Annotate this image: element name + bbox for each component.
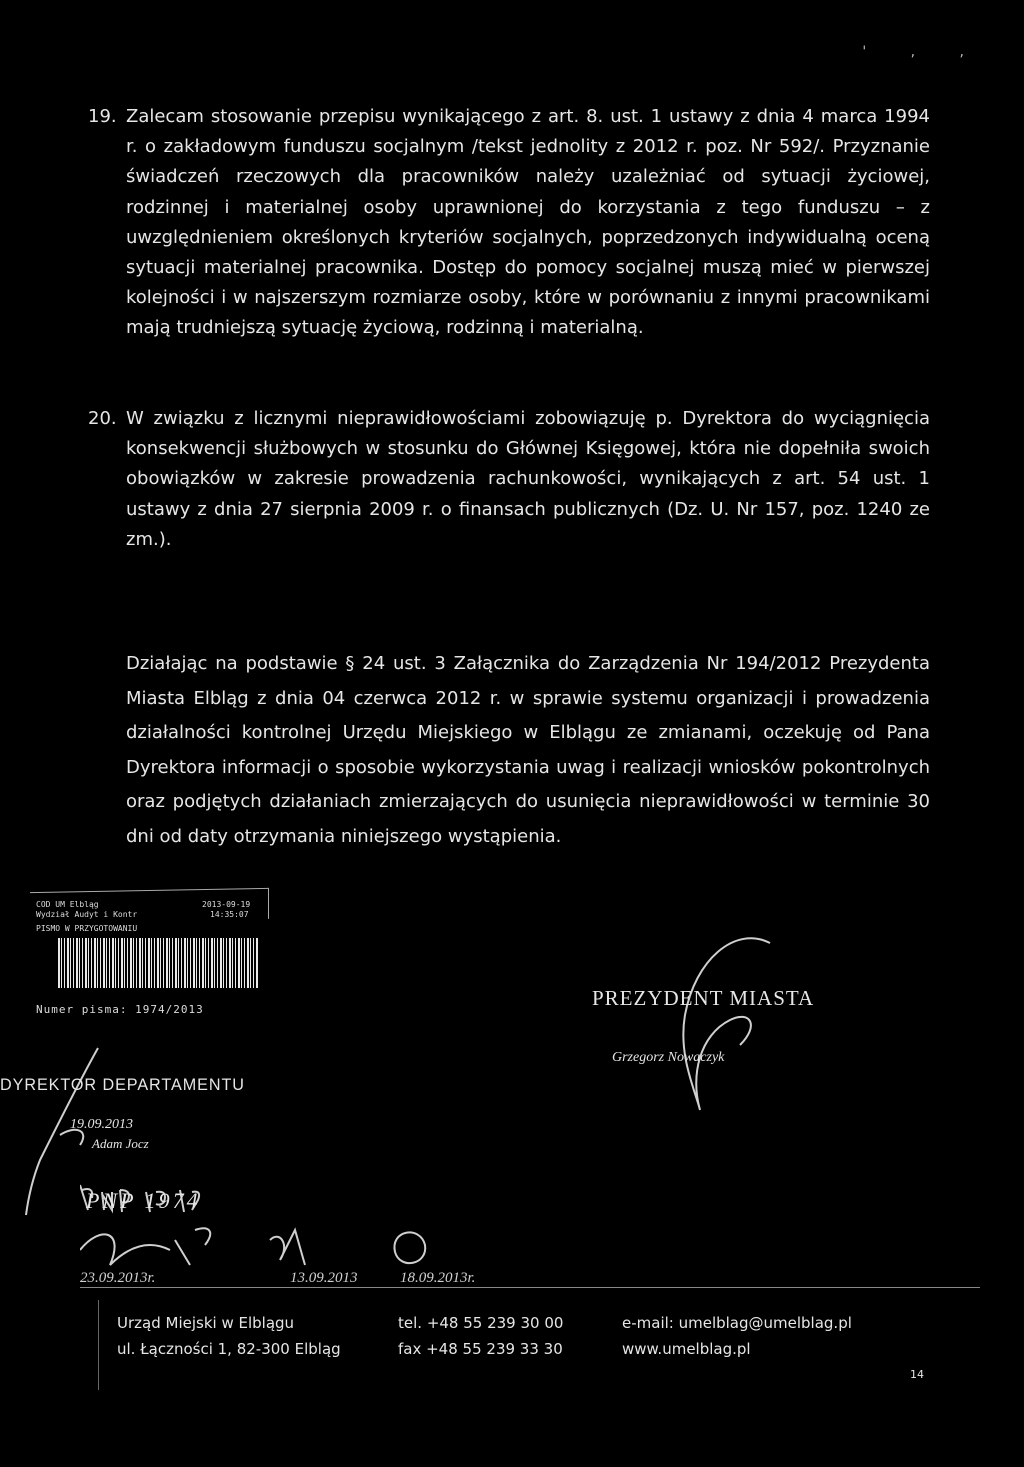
item-text: W związku z licznymi nieprawidłowościami zobowiązuję p. Dyrektora do wyciągnięcia konsekwencji służbowych w stosunku do Głównej Księgowej, która nie dopełniła swoich obowiązków w zakresie prowadzenia rachunkowości, wynikających z art. 54 ust. 1 ustawy z dnia 27 sierpnia 2009 r. o finansach publicznych (Dz. U. Nr 157, poz. 1240 ze zm.). <box>126 408 930 550</box>
email-link[interactable]: e-mail: umelblag@umelblag.pl <box>622 1314 852 1332</box>
footer-office <box>117 1310 341 1362</box>
president-signature <box>640 925 810 1125</box>
barcode-image <box>58 938 258 988</box>
office-address: ul. Łączności 1, 82-300 Elbląg <box>117 1340 341 1358</box>
page-number: 14 <box>910 1368 924 1381</box>
footer-phone <box>398 1310 563 1362</box>
website-link[interactable]: www.umelblag.pl <box>622 1340 751 1358</box>
handwritten-reference: PNP 1974 <box>86 1188 201 1213</box>
registration-stamp <box>30 890 270 1020</box>
phone-number: tel. +48 55 239 30 00 <box>398 1314 564 1332</box>
handwritten-date-c: 18.09.2013r. <box>400 1270 476 1286</box>
president-name: Grzegorz Nowaczyk <box>612 1050 725 1065</box>
recommendation-19 <box>88 102 930 344</box>
footer-divider <box>80 1287 980 1288</box>
corner-marks: ' , , <box>862 44 984 60</box>
stamp-status: PISMO W PRZYGOTOWANIU <box>36 924 138 933</box>
president-title: PREZYDENT MIASTA <box>592 986 815 1010</box>
letter-number: Numer pisma: 1974/2013 <box>36 1003 204 1016</box>
stamp-department: Wydział Audyt i Kontr <box>36 910 138 919</box>
handwritten-notes <box>80 1170 960 1290</box>
office-name: Urząd Miejski w Elblągu <box>117 1314 295 1332</box>
recommendation-20 <box>88 404 930 555</box>
stamp-time: 14:35:07 <box>210 910 249 919</box>
item-number: 19. <box>88 106 117 127</box>
director-title: DYREKTOR DEPARTAMENTU <box>0 1075 245 1094</box>
item-text: Zalecam stosowanie przepisu wynikającego z art. 8. ust. 1 ustawy z dnia 4 marca 1994 r. o zakładowym funduszu socjalnym /tekst jednolity z 2012 r. poz. Nr 592/. Przyznanie świadczeń rzeczowych dla pracowników należy uzależniać od sytuacji życiowej, rodzinnej i materialnej osoby uprawnionej do korzystania z tego funduszu – z uwzględnieniem określonych kryteriów socjalnych, poprzedzonych indywidualną oceną sytuacji materialnej pracownika. Dostęp do pomocy socjalnej muszą mieć w pierwszej kolejności i w najszerszym rozmiarze osoby, które w porównaniu z innymi pracownikami mają trudniejszą sytuację życiową, rodzinną i materialną. <box>126 106 930 339</box>
director-name: Adam Jocz <box>92 1136 149 1151</box>
stamp-office: COD UM Elbląg <box>36 900 99 909</box>
fax-number: fax +48 55 239 33 30 <box>398 1340 563 1358</box>
item-number: 20. <box>88 408 117 429</box>
footer-contact <box>622 1310 852 1362</box>
handwritten-date-a: 23.09.2013r. <box>80 1270 156 1286</box>
director-date: 19.09.2013 <box>70 1117 133 1132</box>
closing-paragraph: Działając na podstawie § 24 ust. 3 Załącznika do Zarządzenia Nr 194/2012 Prezydenta Miasta Elbląg z dnia 04 czerwca 2012 r. w sprawie systemu organizacji i prowadzenia działalności kontrolnej Urzędu Miejskiego w Elblągu ze zmianami, oczekuję od Pana Dyrektora informacji o sposobie wykorzystania uwag i realizacji wniosków pokontrolnych oraz podjętych działaniach zmierzających do usunięcia nieprawidłowości w terminie 30 dni od daty otrzymania niniejszego wystąpienia. <box>126 653 930 847</box>
stamp-date: 2013-09-19 <box>202 900 251 909</box>
footer-vertical-rule <box>98 1300 99 1390</box>
handwritten-date-b: 13.09.2013 <box>290 1270 358 1286</box>
